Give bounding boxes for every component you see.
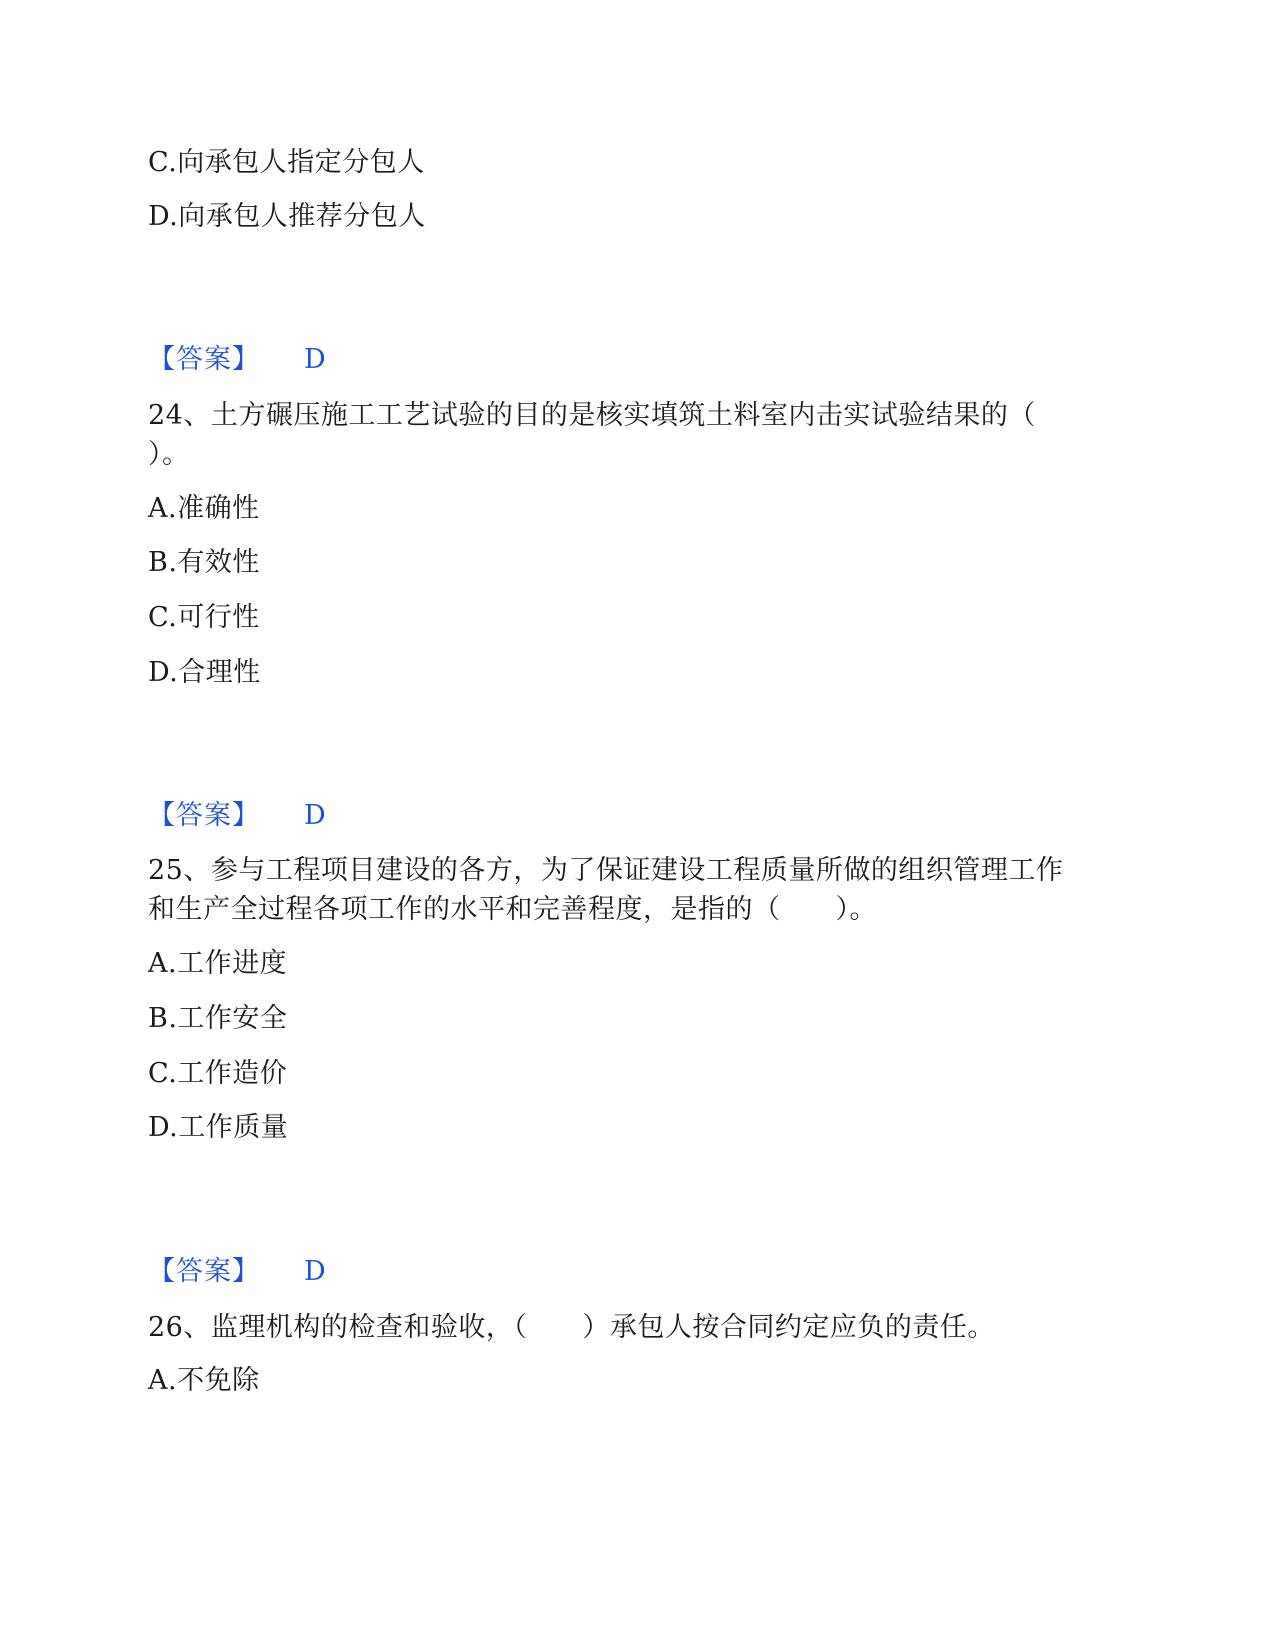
q25-stem-line1: 25、参与工程项目建设的各方，为了保证建设工程质量所做的组织管理工作 <box>148 855 1064 886</box>
answer-label: 【答案】 <box>148 344 260 375</box>
answer-value: D <box>304 344 326 375</box>
q24-option-c: C.可行性 <box>148 602 260 633</box>
q24-option-d: D.合理性 <box>148 657 261 688</box>
q23-option-d: D.向承包人推荐分包人 <box>148 201 426 232</box>
q24-stem-line2: ）。 <box>148 439 190 470</box>
q25-option-b: B.工作安全 <box>148 1003 288 1034</box>
q25-option-a: A.工作进度 <box>148 948 288 979</box>
q23-answer <box>148 343 326 377</box>
answer-value: D <box>304 800 326 831</box>
q25-stem-line2: 和生产全过程各项工作的水平和完善程度，是指的（ ）。 <box>148 894 877 925</box>
q26-stem-line1: 26、监理机构的检查和验收，（ ）承包人按合同约定应负的责任。 <box>148 1312 995 1343</box>
q26-option-a: A.不免除 <box>148 1365 260 1396</box>
q25-answer <box>148 1255 326 1289</box>
answer-label: 【答案】 <box>148 1256 260 1287</box>
q23-option-c: C.向承包人指定分包人 <box>148 147 425 178</box>
q25-option-d: D.工作质量 <box>148 1112 289 1143</box>
answer-label: 【答案】 <box>148 800 260 831</box>
q24-stem-line1: 24、土方碾压施工工艺试验的目的是核实填筑土料室内击实试验结果的（ <box>148 400 1036 431</box>
q24-option-b: B.有效性 <box>148 547 260 578</box>
q24-answer <box>148 799 326 833</box>
answer-value: D <box>304 1256 326 1287</box>
q25-option-c: C.工作造价 <box>148 1058 288 1089</box>
q24-option-a: A.准确性 <box>148 493 260 524</box>
